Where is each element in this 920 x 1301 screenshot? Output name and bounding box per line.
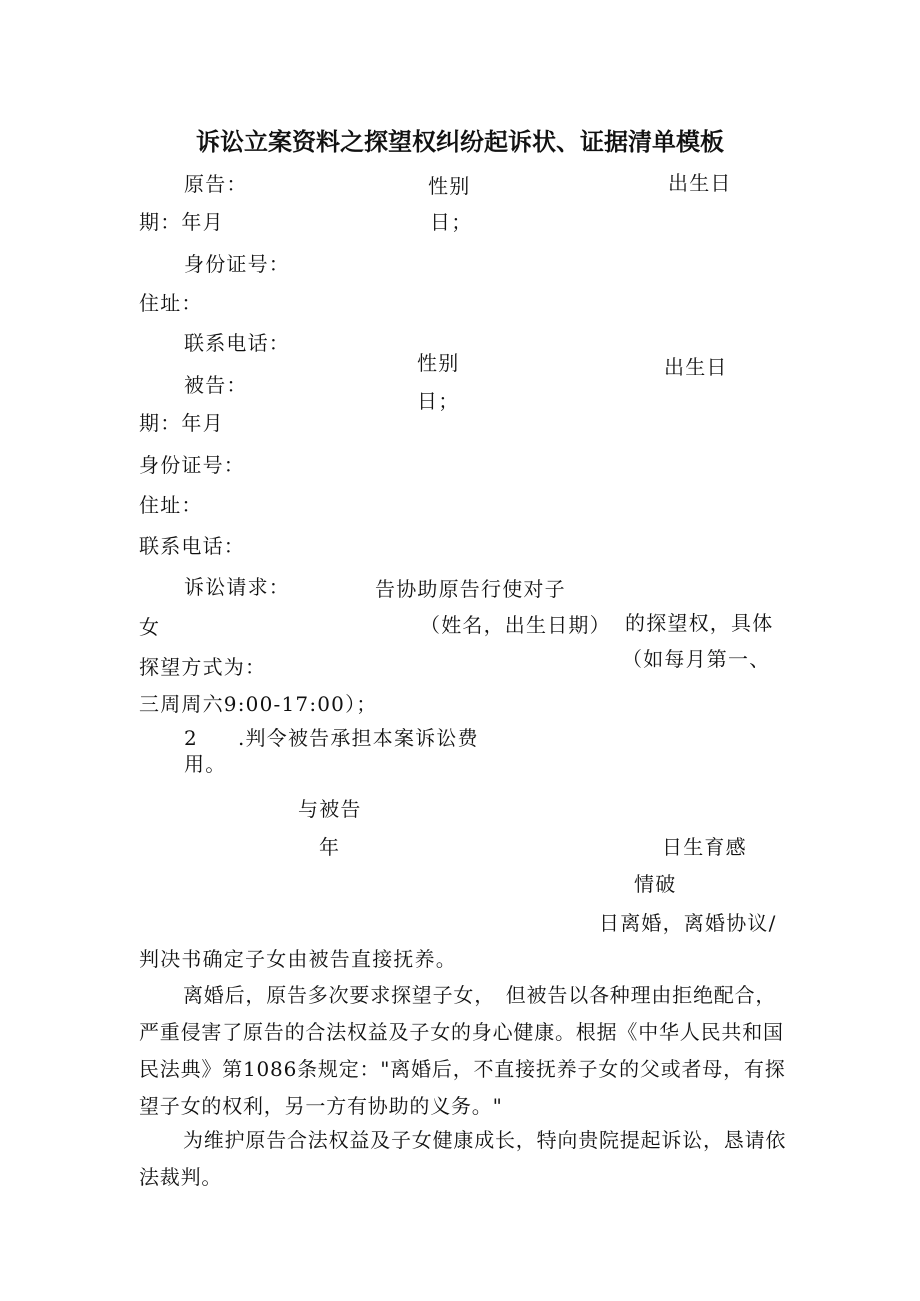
claim-1-part-d: 的探望权，具体	[625, 611, 774, 635]
claim-2-number: 2	[184, 726, 198, 750]
defendant-phone-label: 联系电话：	[139, 534, 245, 558]
claim-1-part-f: （如每月第一、	[622, 647, 771, 671]
document-title: 诉讼立案资料之探望权纠纷起诉状、证据清单模板	[196, 128, 724, 156]
plaintiff-birth-label: 出生日	[668, 171, 732, 195]
defendant-gender-label: 性别	[417, 351, 460, 375]
facts-fragment-6: 判决书确定子女由被告直接抚养。	[139, 947, 457, 971]
defendant-label: 被告：	[184, 373, 248, 397]
claim-1-part-g: 三周周六9:00-17:00）；	[139, 692, 378, 716]
plaintiff-day-suffix: 日；	[430, 210, 473, 234]
facts-fragment-3: 日生育感	[662, 835, 747, 859]
facts-paragraph-1	[139, 977, 789, 1125]
facts-paragraph-1-text: 离婚后，原告多次要求探望子女， 但被告以各种理由拒绝配合，严重侵害了原告的合法权益及子女的身心健康。根据《中华人民共和国民法典》第1086条规定："离婚后，不直接抚养子女的父或者母，有探望子女的权利，另一方有协助的义务。"	[139, 983, 786, 1118]
facts-fragment-5: 日离婚，离婚协议/	[599, 911, 777, 935]
plaintiff-gender-label: 性别	[428, 174, 471, 198]
claim-1-part-e: 探望方式为：	[139, 655, 267, 679]
defendant-day-suffix: 日；	[417, 389, 460, 413]
facts-paragraph-2	[139, 1122, 789, 1196]
claim-1-part-c: （姓名，出生日期）	[420, 613, 611, 637]
facts-fragment-4: 情破	[634, 872, 677, 896]
defendant-address-label: 住址：	[139, 493, 203, 517]
facts-fragment-2: 年	[319, 835, 341, 859]
claim-2-text: .判令被告承担本案诉讼费	[238, 726, 479, 750]
claim-1-part-a: 告协助原告行使对子	[375, 577, 566, 601]
plaintiff-address-label: 住址：	[139, 291, 203, 315]
facts-paragraph-2-text: 为维护原告合法权益及子女健康成长，特向贵院提起诉讼，恳请依法裁判。	[139, 1128, 787, 1189]
facts-fragment-1: 与被告	[298, 797, 362, 821]
claim-1-part-b: 女	[139, 615, 161, 639]
plaintiff-birth-cont: 期：年月	[139, 210, 224, 234]
plaintiff-phone-label: 联系电话：	[184, 331, 290, 355]
defendant-id-label: 身份证号：	[139, 453, 245, 477]
claims-label: 诉讼请求：	[184, 575, 290, 599]
defendant-birth-label: 出生日	[664, 355, 728, 379]
plaintiff-id-label: 身份证号：	[184, 252, 290, 276]
claim-2-tail: 用。	[184, 752, 227, 776]
plaintiff-label: 原告：	[184, 172, 248, 196]
defendant-birth-cont: 期：年月	[139, 411, 224, 435]
